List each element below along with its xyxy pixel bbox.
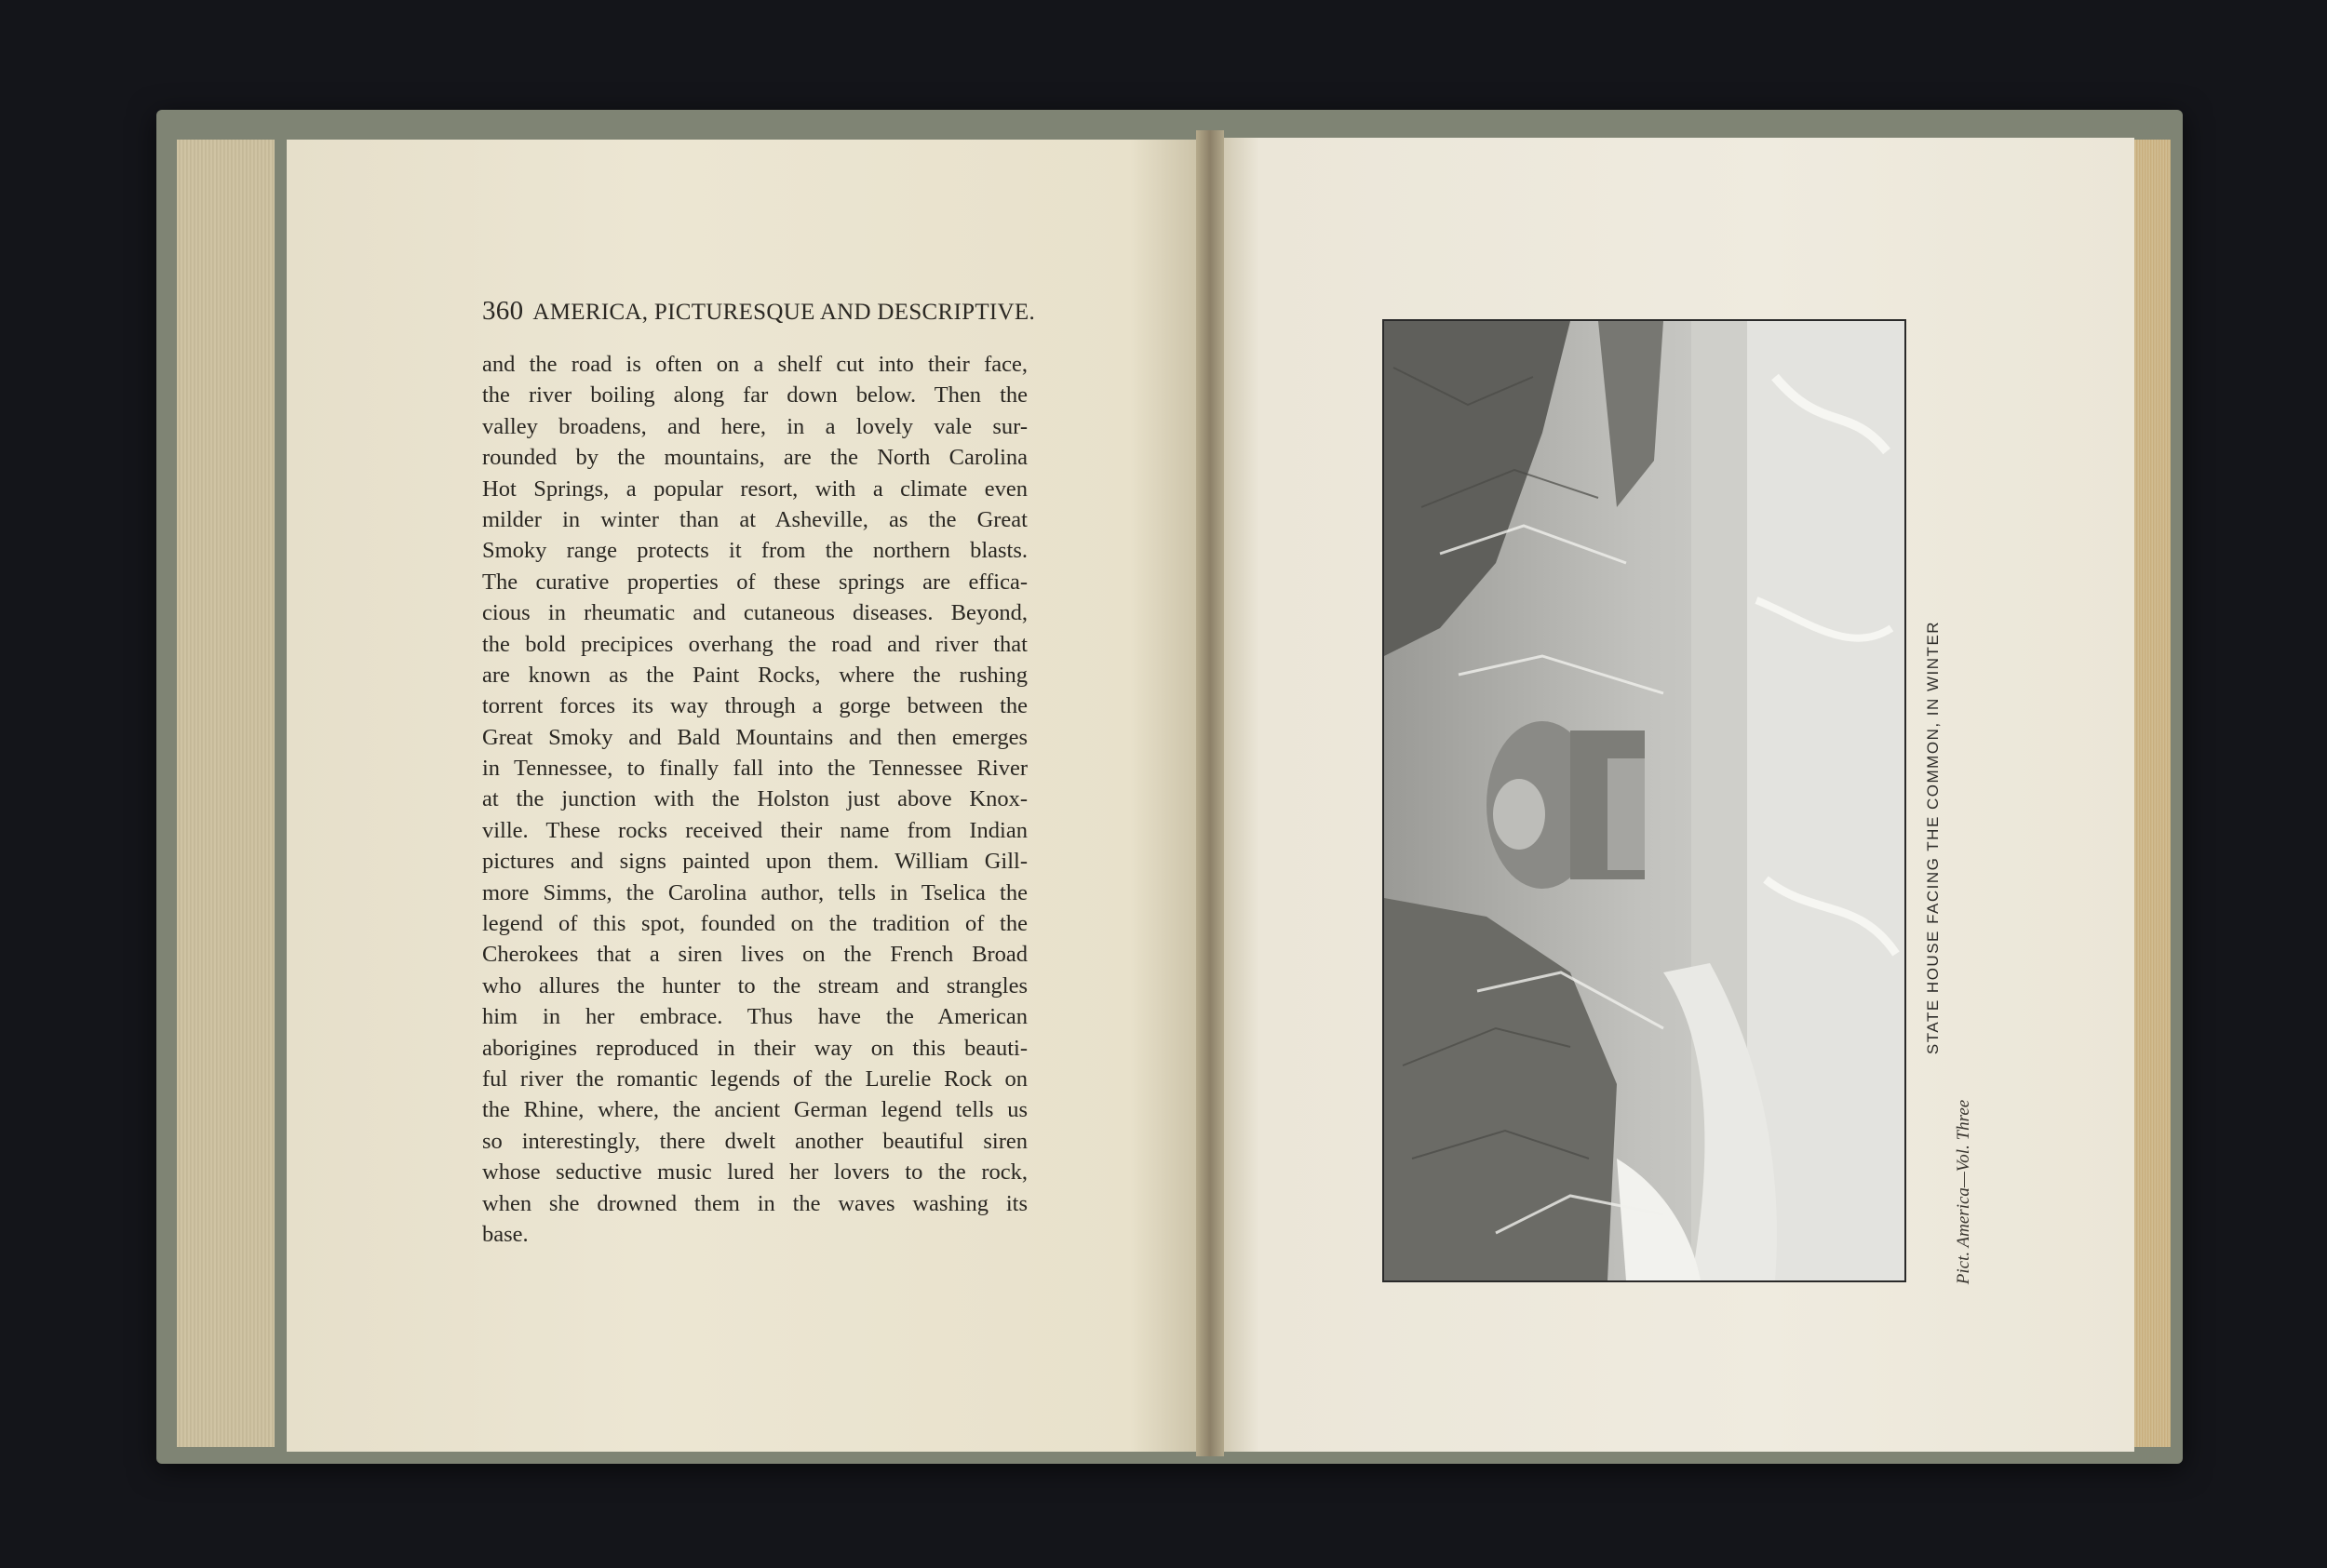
text-line: rounded by the mountains, are the North Carolina [482,445,1028,471]
text-line: ful river the romantic legends of the Lurelie Rock on [482,1065,1028,1092]
text-line: The curative properties of these springs are effica- [482,569,1028,595]
plate-caption-text: STATE HOUSE FACING THE COMMON, IN WINTER [1924,620,1942,1055]
book-gutter [1196,130,1224,1456]
text-line: valley broadens, and here, in a lovely vale sur- [482,413,1028,439]
text-line: more Simms, the Carolina author, tells in Tselica the [482,879,1028,905]
text-line: the Rhine, where, the ancient German legend tells us [482,1097,1028,1123]
text-line: are known as the Paint Rocks, where the rushing [482,662,1028,688]
text-line: the river boiling along far down below. Then the [482,382,1028,409]
photo-plate [1382,319,1906,1282]
running-head-title: AMERICA, PICTURESQUE AND DESCRIPTIVE. [532,300,1036,325]
text-line: so interestingly, there dwelt another beautiful siren [482,1128,1028,1154]
running-head [482,296,1036,333]
text-line: milder in winter than at Asheville, as the Great [482,506,1028,532]
text-line: pictures and signs painted upon them. William Gill- [482,849,1028,875]
text-line: Hot Springs, a popular resort, with a climate even [482,476,1028,502]
body-text [482,349,1028,1250]
winter-photograph [1384,321,1904,1280]
text-line: base. [482,1221,529,1247]
text-line: in Tennessee, to finally fall into the Tennessee River [482,756,1028,782]
text-line: at the junction with the Holston just above Knox- [482,786,1028,812]
text-line: Cherokees that a siren lives on the French Broad [482,942,1028,968]
text-line: aborigines reproduced in their way on this beauti- [482,1035,1028,1061]
text-line: legend of this spot, founded on the tradition of the [482,911,1028,937]
plate-credit-text: Pict. America—Vol. Three [1954,1099,1973,1285]
text-line: when she drowned them in the waves washing its [482,1190,1028,1216]
text-line: Smoky range protects it from the northern blasts. [482,538,1028,564]
text-line: the bold precipices overhang the road and river that [482,631,1028,657]
text-line: him in her embrace. Thus have the American [482,1004,1028,1030]
page-edges-left [177,140,275,1447]
text-line: cious in rheumatic and cutaneous diseases. Beyond, [482,600,1028,626]
text-line: torrent forces its way through a gorge between the [482,693,1028,719]
page-number: 360 [482,296,524,326]
text-line: and the road is often on a shelf cut into their face, [482,352,1028,377]
text-line: who allures the hunter to the stream and strangles [482,972,1028,998]
text-line: Great Smoky and Bald Mountains and then emerges [482,724,1028,750]
text-line: ville. These rocks received their name from Indian [482,817,1028,843]
text-line: whose seductive music lured her lovers to the rock, [482,1159,1028,1186]
